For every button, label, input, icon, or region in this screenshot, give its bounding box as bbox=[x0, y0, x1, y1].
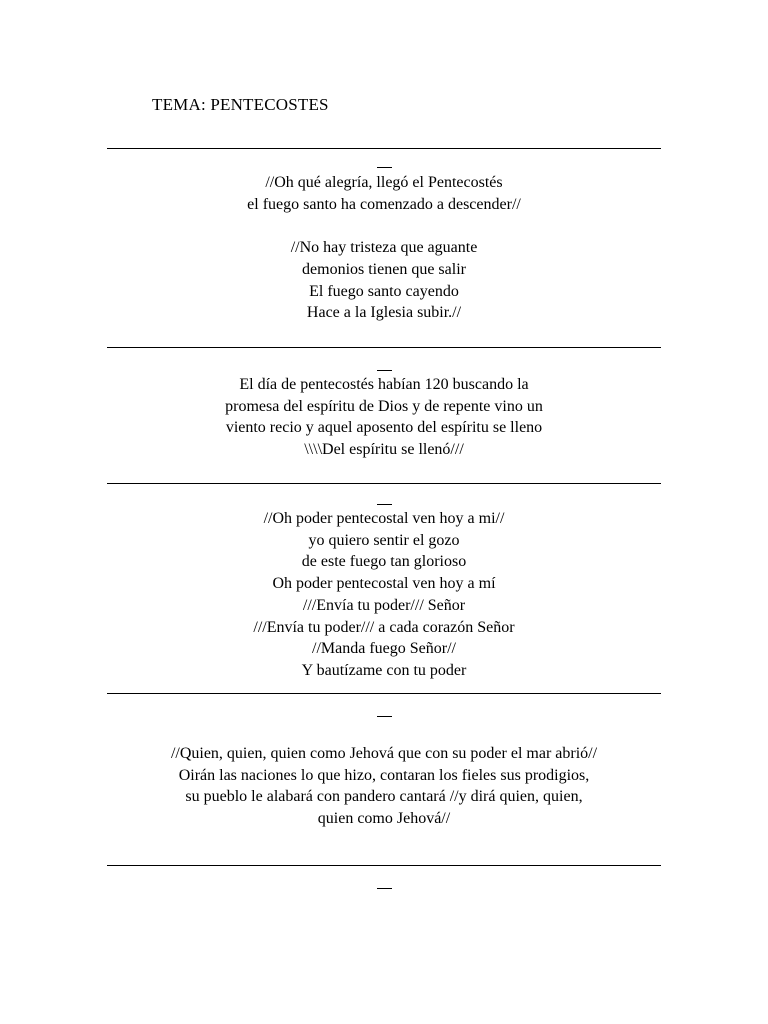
separator-line bbox=[107, 347, 661, 348]
verse-section-3 bbox=[107, 508, 661, 682]
separator-line bbox=[107, 483, 661, 484]
separator-tail bbox=[377, 716, 392, 717]
verse-line: //Manda fuego Señor// bbox=[312, 640, 456, 658]
document-title: TEMA: PENTECOSTES bbox=[152, 95, 329, 114]
separator-line bbox=[107, 148, 661, 149]
verse-line: //Oh poder pentecostal ven hoy a mi// bbox=[263, 510, 505, 527]
separator-tail bbox=[377, 504, 392, 505]
verse-line: Y bautízame con tu poder bbox=[301, 661, 467, 679]
verse-line: Oirán las naciones lo que hizo, contaran los fieles sus prodigios, bbox=[178, 766, 590, 784]
verse-line: Oh poder pentecostal ven hoy a mí bbox=[272, 575, 496, 593]
verse-line: //No hay tristeza que aguante bbox=[290, 239, 478, 257]
verse-line: //Quien, quien, quien como Jehová que con su poder el mar abrió// bbox=[170, 745, 598, 762]
verse-line: el fuego santo ha comenzado a descender// bbox=[247, 195, 521, 213]
verse-line: demonios tienen que salir bbox=[302, 260, 466, 278]
separator-tail bbox=[377, 888, 392, 889]
separator-tail bbox=[377, 370, 392, 371]
verse-line: su pueblo le alabará con pandero cantará //y dirá quien, quien, bbox=[185, 788, 583, 806]
verse-line: Hace a la Iglesia subir.// bbox=[306, 304, 462, 322]
separator-line bbox=[107, 693, 661, 694]
separator-tail bbox=[377, 167, 392, 168]
verse-line: ///Envía tu poder/// a cada corazón Señor bbox=[253, 618, 515, 636]
verse-line: El día de pentecostés habían 120 buscando la bbox=[239, 376, 529, 393]
verse-line: //Oh qué alegría, llegó el Pentecostés bbox=[265, 174, 503, 191]
verse-line: quien como Jehová// bbox=[317, 810, 451, 828]
verse-line: viento recio y aquel aposento del espíritu se lleno bbox=[225, 419, 543, 437]
verse-line: \\\\Del espíritu se llenó/// bbox=[304, 441, 464, 459]
verse-line: ///Envía tu poder/// Señor bbox=[302, 596, 466, 614]
stanza-gap bbox=[107, 215, 661, 237]
verse-section-2 bbox=[107, 374, 661, 461]
verse-line: promesa del espíritu de Dios y de repente vino un bbox=[225, 397, 543, 415]
verse-section-4 bbox=[107, 743, 661, 830]
verse-line: de este fuego tan glorioso bbox=[301, 553, 467, 571]
verse-line: El fuego santo cayendo bbox=[309, 282, 459, 300]
separator-line bbox=[107, 865, 661, 866]
verse-line: yo quiero sentir el gozo bbox=[308, 531, 460, 549]
verse-section-1 bbox=[107, 172, 661, 324]
